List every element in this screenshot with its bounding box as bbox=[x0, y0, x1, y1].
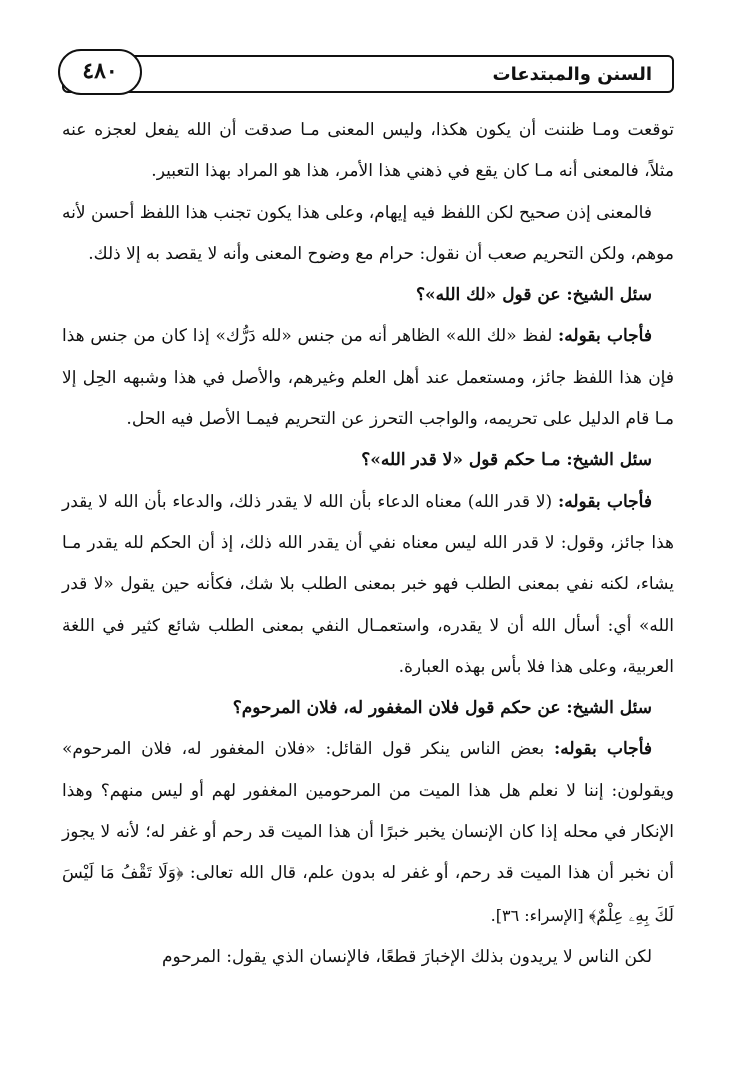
answer-text: (لا قدر الله) معناه الدعاء بأن الله لا يقدر ذلك، والدعاء بأن الله لا يقدر هذا جائز، وقول: لا قدر الله ليس معناه نفي أن يقدر الله ذلك، إذ أن الحكم لله يقدر مـا يشاء، لكنه نفي بمعنى الطلب فهو خبر بمعنى الطلب بلا شك، فكأنه حين يقول «لا قدر الله» أي: أسأل الله أن لا يقدره، واستعمـال النفي بمعنى الطلب شائع كثير في اللغة العربية، وعلى هذا فلا بأس بهذه العبارة. bbox=[62, 491, 674, 677]
answer-text: لفظ «لك الله» الظاهر أنه من جنس «لله دَرُّك» إذا كان من جنس هذا فإن هذا اللفظ جائز، ومستعمل عند أهل العلم وغيرهم، والأصل في هذا وشبهه الحِل إلا مـا قام الدليل على تحريمه، والواجب التحرز عن التحريم فيمـا الأصل فيه الحل. bbox=[62, 326, 674, 430]
paragraph: فالمعنى إذن صحيح لكن اللفظ فيه إيهام، وعلى هذا يكون تجنب هذا اللفظ أحسن لأنه موهم، ولكن التحريم صعب أن نقول: حرام مع وضوح المعنى وأنه لا يقصد به إلا ذلك. bbox=[62, 202, 674, 264]
answer-text: بعض الناس ينكر قول القائل: «فلان المغفور له، فلان المرحوم» ويقولون: إننا لا نعلم هل هذا الميت من المرحومين المغفور لهم أو ليس منهم؟ وهذا الإنكار في محله إذا كان الإنسان يخبر خبرًا أن هذا الميت قد رحم أو غفر له؛ لأنه لا يجوز أن نخبر أن هذا الميت قد رحم، أو غفر له بدون علم، قال الله تعالى: ﴿وَلَا تَقْفُ مَا لَيْسَ لَكَ بِهِۦ عِلْمٌ﴾ bbox=[62, 739, 674, 926]
page-number-badge: ٤٨٠ bbox=[58, 49, 142, 95]
question-heading: سئل الشيخ: مـا حكم قول «لا قدر الله»؟ bbox=[361, 450, 652, 471]
question-heading: سئل الشيخ: عن حكم قول فلان المغفور له، فلان المرحوم؟ bbox=[232, 698, 652, 719]
paragraph: توقعت ومـا ظننت أن يكون هكذا، وليس المعنى مـا صدقت أن الله يفعل لعجزه عنه مثلاً، فالمعنى أنه مـا كان يقع في ذهني هذا الأمر، هذا هو المراد بهذا التعبير. bbox=[62, 120, 674, 182]
answer-lead: فأجاب بقوله: bbox=[557, 491, 652, 512]
answer-paragraph bbox=[62, 316, 674, 440]
answer-lead: فأجاب بقوله: bbox=[554, 739, 652, 760]
question-heading: سئل الشيخ: عن قول «لك الله»؟ bbox=[415, 285, 652, 306]
paragraph: لكن الناس لا يريدون بذلك الإخبارَ قطعًا، فالإنسان الذي يقول: المرحوم bbox=[161, 946, 652, 967]
answer-paragraph bbox=[62, 729, 674, 936]
page-body bbox=[62, 110, 674, 978]
answer-lead: فأجاب بقوله: bbox=[558, 326, 652, 347]
answer-paragraph bbox=[62, 482, 674, 688]
quran-reference: [الإسراء: ٣٦]. bbox=[490, 905, 589, 925]
page-header bbox=[62, 55, 674, 93]
book-title: السنن والمبتدعات bbox=[492, 64, 652, 85]
